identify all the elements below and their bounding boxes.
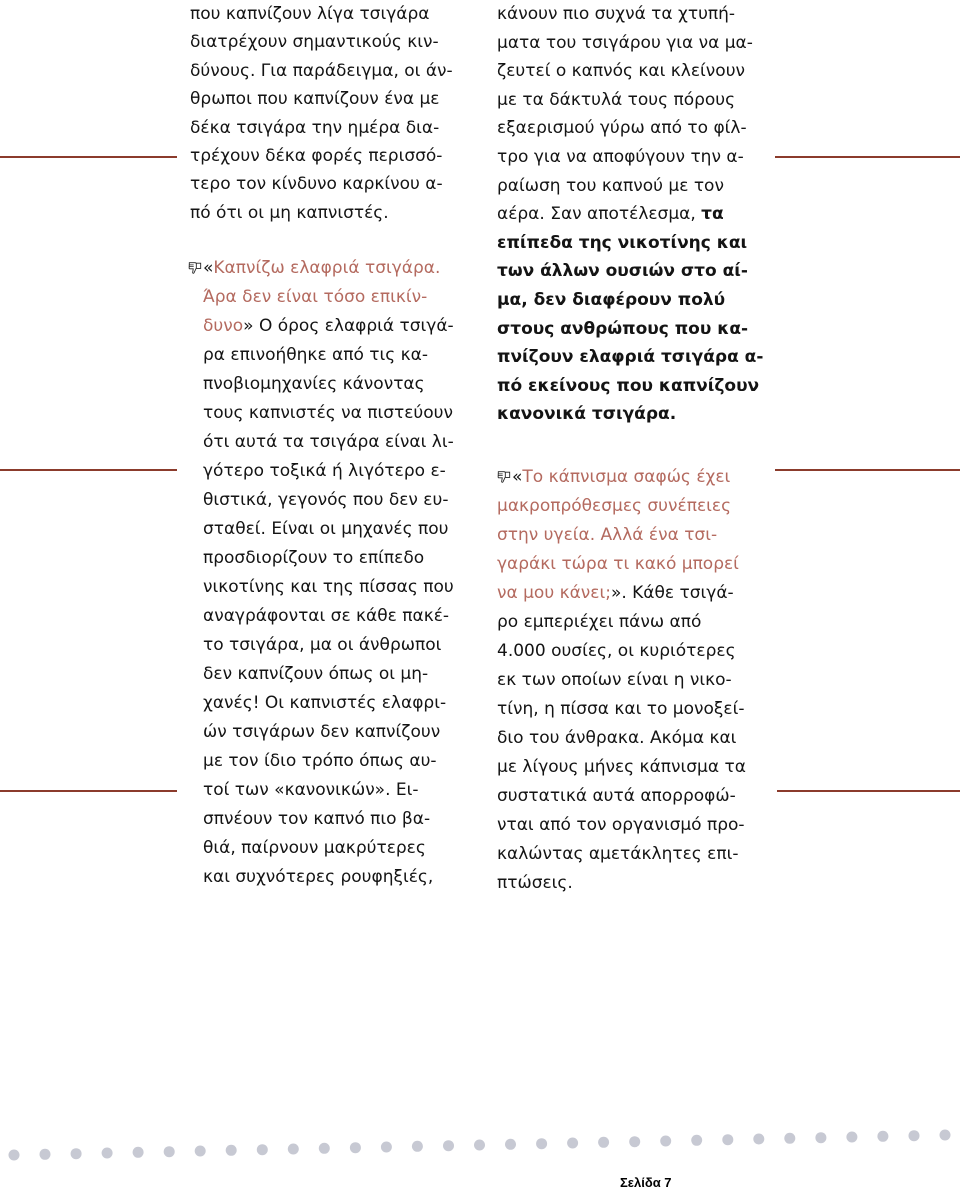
body-text: πό ότι οι μη καπνιστές. [190,202,389,223]
body-text: σπνέουν τον καπνό πιο βα- [203,808,431,829]
decorative-dot [784,1133,795,1144]
body-text: χανές! Οι καπνιστές ελαφρι- [203,692,447,713]
text-line [190,85,453,113]
text-line [497,811,746,840]
text-line [497,257,763,286]
decorative-dot [226,1145,237,1156]
text-line [203,254,454,283]
text-line [190,0,453,28]
body-text: με τα δάκτυλά τους πόρους [497,89,736,110]
text-line [203,834,454,863]
body-text: ». Κάθε τσιγά- [610,582,734,603]
decorative-rule-right [775,469,960,471]
body-text: τρέχουν δέκα φορές περισσό- [190,146,443,167]
highlighted-text: Άρα δεν είναι τόσο επικίν- [203,286,428,307]
body-text: θιά, παίρνουν μακρύτερες [203,837,426,858]
text-line [203,428,454,457]
text-line [497,229,763,258]
text-line [203,457,454,486]
body-text: που καπνίζουν λίγα τσιγάρα [190,4,430,24]
highlighted-text: μακροπρόθεσμες συνέπειες [497,495,732,516]
decorative-rule-right [777,790,960,792]
body-text: προσδιορίζουν το επίπεδο [203,547,425,568]
text-line [497,172,763,201]
text-line [497,608,746,637]
decorative-dot [257,1144,268,1155]
decorative-dot [909,1130,920,1141]
body-text: το τσιγάρα, μα οι άνθρωποι [203,634,442,655]
text-line [190,114,453,142]
text-line [203,747,454,776]
text-line [497,724,746,753]
decorative-dot [940,1130,951,1141]
decorative-dot [319,1143,330,1154]
body-text: νικοτίνης και της πίσσας που [203,576,454,597]
decorative-dot [71,1148,82,1159]
paragraph [497,463,746,898]
text-line [203,399,454,428]
body-text: θιστικά, γεγονός που δεν ευ- [203,489,449,510]
decorative-rule-left [0,156,177,158]
body-text: σταθεί. Είναι οι μηχανές που [203,518,449,539]
text-line [203,544,454,573]
text-line [203,283,454,312]
body-text: ών τσιγάρων δεν καπνίζουν [203,721,441,742]
decorative-dot [660,1136,671,1147]
text-line [497,0,763,29]
text-line [203,370,454,399]
text-line [497,200,763,229]
decorative-rule-left [0,469,177,471]
body-text: διο του άνθρακα. Ακόμα και [497,727,737,748]
body-text: τίνη, η πίσσα και το μονοξεί- [497,698,745,719]
decorative-dot [443,1140,454,1151]
text-line [190,142,453,170]
highlighted-text: στην υγεία. Αλλά ένα τσι- [497,524,718,545]
decorative-dot [815,1132,826,1143]
decorative-rule-right [775,156,960,158]
highlighted-text: Καπνίζω ελαφριά τσιγάρα. [213,257,441,278]
body-text: τοί των «κανονικών». Ει- [203,779,419,800]
text-line [497,286,763,315]
body-text: με λίγους μήνες κάπνισμα τα [497,756,746,777]
text-line [497,695,746,724]
bold-text: τα [701,204,724,225]
bold-text: κανονικά τσιγάρα. [497,404,677,425]
text-line [203,602,454,631]
body-text: « [512,466,523,487]
text-line [203,631,454,660]
paragraph [203,254,454,892]
body-text: διατρέχουν σημαντικούς κιν- [190,32,439,53]
decorative-dot [474,1140,485,1151]
body-text: γότερο τοξικά ή λιγότερο ε- [203,460,446,481]
body-text: τους καπνιστές να πιστεύουν [203,402,454,423]
bold-text: των άλλων ουσιών στο αί- [497,261,748,282]
decorative-dot [288,1144,299,1155]
highlighted-text: γαράκι τώρα τι κακό μπορεί [497,553,739,574]
body-text: » Ο όρος ελαφριά τσιγά- [243,315,454,336]
text-line [203,660,454,689]
text-line [190,199,453,227]
decorative-dot [40,1149,51,1160]
text-line [497,753,746,782]
body-text: δύνους. Για παράδειγμα, οι άν- [190,60,453,81]
text-line [497,782,746,811]
thumbs-down-icon [497,469,511,484]
decorative-dot [598,1137,609,1148]
text-line [497,57,763,86]
text-line [497,840,746,869]
text-line [497,143,763,172]
body-text: καλώντας αμετάκλητες επι- [497,843,739,864]
paragraph [497,0,763,429]
body-text: εκ των οποίων είναι η νικο- [497,669,732,690]
body-text: νται από τον οργανισμό προ- [497,814,745,835]
text-line [203,341,454,370]
text-line [497,637,746,666]
text-line [497,492,746,521]
highlighted-text: δυνο [203,315,244,336]
text-line [497,343,763,372]
body-text: αναγράφονται σε κάθε πακέ- [203,605,450,626]
text-line [190,28,453,56]
text-line [203,486,454,515]
text-line [497,463,746,492]
text-line [190,57,453,85]
decorative-dot [133,1147,144,1158]
text-line [497,400,763,429]
body-text: συστατικά αυτά απορροφώ- [497,785,736,806]
decorative-dot [412,1141,423,1152]
decorative-dot [350,1142,361,1153]
body-text: με τον ίδιο τρόπο όπως αυ- [203,750,437,771]
body-text: εξαερισμού γύρω από το φίλ- [497,118,747,139]
highlighted-text: να μου κάνει; [497,582,611,603]
body-text: ματα του τσιγάρου για να μα- [497,32,753,53]
text-line [497,29,763,58]
bold-text: επίπεδα της νικοτίνης και [497,232,748,253]
decorative-dot [9,1150,20,1161]
page-number: Σελίδα 7 [620,1175,672,1190]
body-text: ότι αυτά τα τσιγάρα είναι λι- [203,431,454,452]
body-text: πτώσεις. [497,872,573,893]
text-line [203,776,454,805]
text-line [497,372,763,401]
text-line [497,86,763,115]
text-line [203,863,454,892]
text-line [203,805,454,834]
text-line [497,315,763,344]
decorative-dot [102,1148,113,1159]
bold-text: πνίζουν ελαφριά τσιγάρα α- [497,347,764,368]
decorative-dot [164,1146,175,1157]
decorative-dot [846,1132,857,1143]
body-text: ρο εμπεριέχει πάνω από [497,611,702,632]
highlighted-text: Το κάπνισμα σαφώς έχει [522,466,731,487]
decorative-dot [567,1138,578,1149]
body-text: αέρα. Σαν αποτέλεσμα, [497,204,702,225]
decorative-dot [629,1136,640,1147]
text-line [190,170,453,198]
body-text: ραίωση του καπνού με τον [497,175,724,196]
bold-text: πό εκείνους που καπνίζουν [497,375,760,396]
decorative-dot [753,1134,764,1145]
body-text: τρο για να αποφύγουν την α- [497,146,744,167]
text-line [497,550,746,579]
body-text: 4.000 ουσίες, οι κυριότερες [497,640,736,661]
body-text: ζευτεί ο καπνός και κλείνουν [497,61,746,82]
text-line [203,718,454,747]
decorative-dot [722,1134,733,1145]
decorative-dot-row [0,1120,960,1170]
body-text: τερο τον κίνδυνο καρκίνου α- [190,174,443,195]
decorative-dot [381,1142,392,1153]
body-text: και συχνότερες ρουφηξιές, [203,866,434,887]
decorative-dot [536,1138,547,1149]
text-line [497,521,746,550]
text-line [203,515,454,544]
decorative-dot [691,1135,702,1146]
body-text: κάνουν πιο συχνά τα χτυπή- [497,4,736,24]
decorative-dot [505,1139,516,1150]
decorative-rule-left [0,790,177,792]
text-line [203,573,454,602]
text-line [497,666,746,695]
text-line [497,114,763,143]
text-line [497,869,746,898]
bold-text: στους ανθρώπους που κα- [497,318,749,339]
text-line [497,579,746,608]
body-text: δεν καπνίζουν όπως οι μη- [203,663,429,684]
thumbs-down-icon [188,260,202,275]
decorative-dot [877,1131,888,1142]
bold-text: μα, δεν διαφέρουν πολύ [497,289,726,310]
body-text: θρωποι που καπνίζουν ένα με [190,89,440,110]
decorative-dot [195,1146,206,1157]
text-line [203,312,454,341]
body-text: πνοβιομηχανίες κάνοντας [203,373,425,394]
paragraph [190,0,453,227]
text-line [203,689,454,718]
body-text: « [203,257,214,278]
body-text: ρα επινοήθηκε από τις κα- [203,344,429,365]
body-text: δέκα τσιγάρα την ημέρα δια- [190,117,440,138]
